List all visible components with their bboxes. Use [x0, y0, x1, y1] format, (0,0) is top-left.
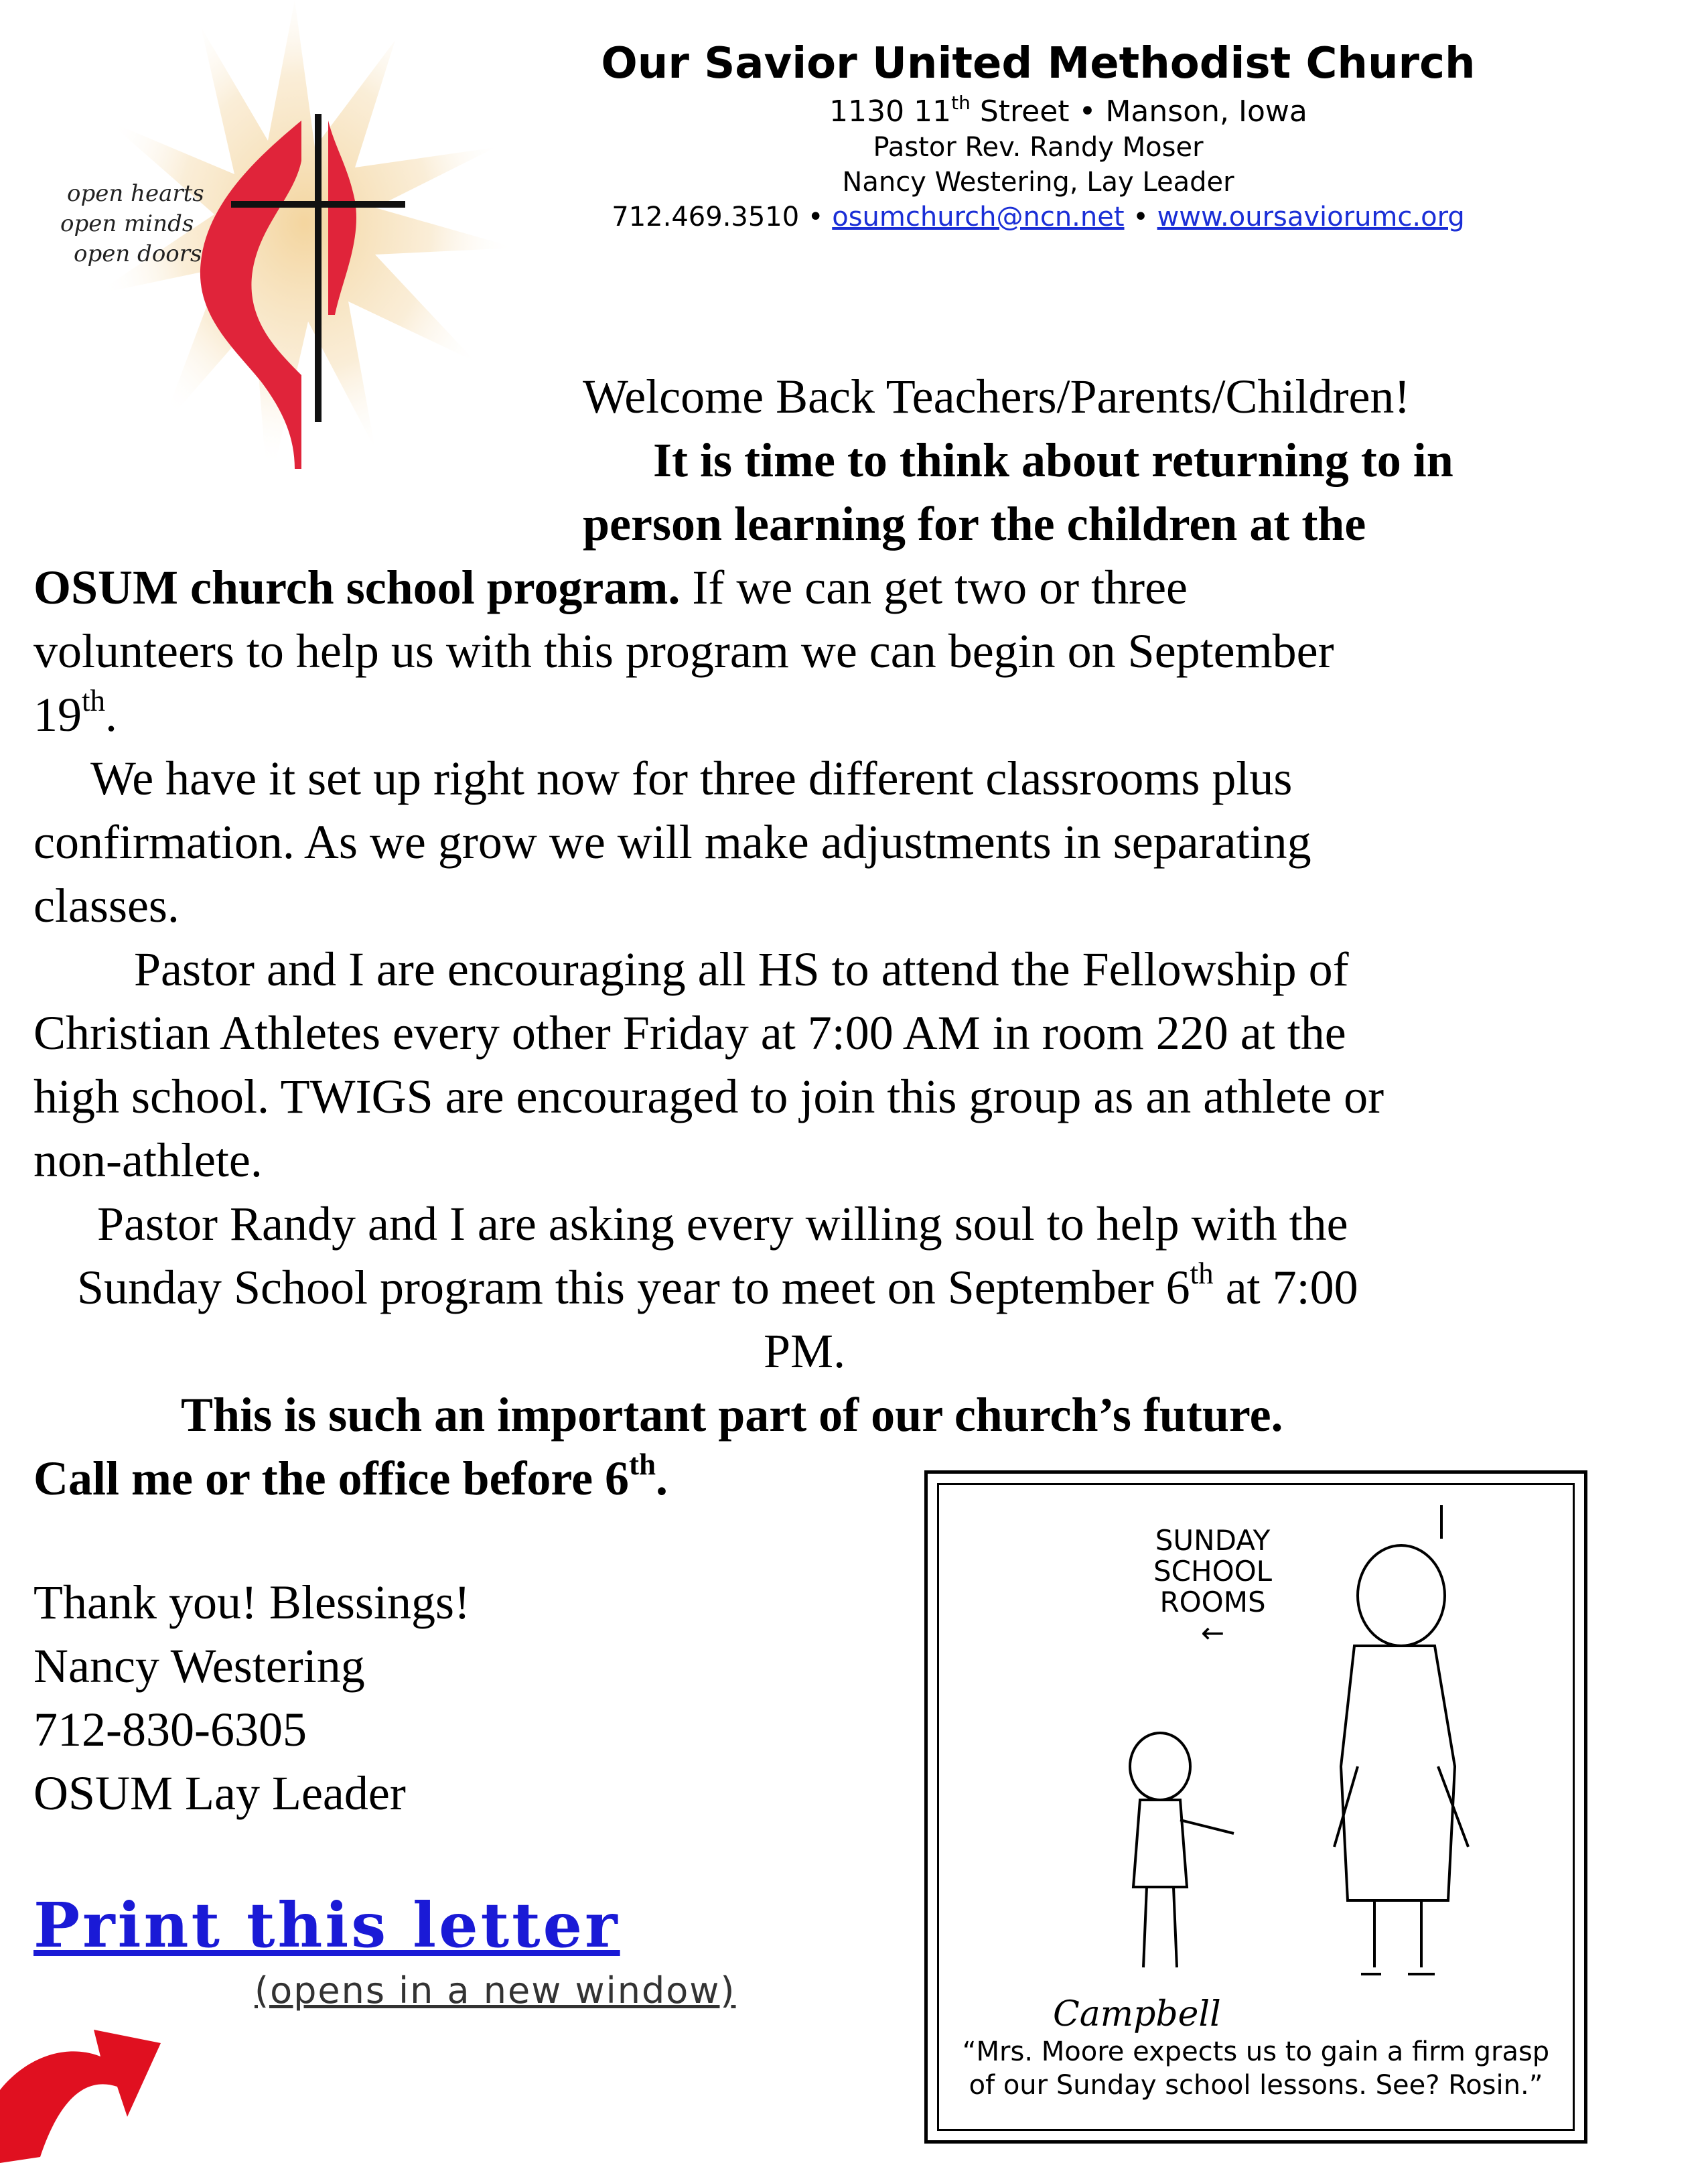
website-link[interactable]: www.oursaviorumc.org	[1157, 202, 1465, 232]
sign-line-1: SUNDAY	[1155, 1524, 1271, 1557]
p2-line-1: We have it set up right now for three different classrooms plus	[90, 752, 1293, 805]
greeting: Welcome Back Teachers/Parents/Children!	[583, 370, 1411, 423]
cross-and-flame-icon	[40, 0, 509, 522]
signer-title: OSUM Lay Leader	[33, 1766, 406, 1820]
church-name: Our Savior United Methodist Church	[601, 39, 1476, 88]
closing: Thank you! Blessings!	[33, 1576, 470, 1629]
caption-line-1: “Mrs. Moore expects us to gain a firm grasp	[962, 2036, 1550, 2067]
signer-phone: 712-830-6305	[33, 1703, 307, 1756]
sign-arrow-icon: ←	[1200, 1616, 1225, 1649]
p1-line-4: volunteers to help us with this program we can begin on September	[33, 624, 1334, 678]
p3-line-2: Christian Athletes every other Friday at 7:00 AM in room 220 at the	[33, 1006, 1346, 1060]
p1-line-5	[33, 683, 117, 747]
logo-tagline-3: open doors	[74, 240, 202, 267]
cartoon-drawing	[939, 1485, 1582, 1994]
caption-line-2: of our Sunday school lessons. See? Rosin.”	[969, 2070, 1543, 2101]
contact-separator: •	[1124, 202, 1157, 232]
church-logo	[40, 0, 509, 522]
church-address	[623, 94, 1514, 130]
sign-line-2: SCHOOL	[1153, 1555, 1273, 1588]
cartoon-inner-frame	[937, 1483, 1575, 2131]
p4-line-3: PM.	[764, 1324, 846, 1378]
cartoon-signature: Campbell	[1053, 1994, 1221, 2034]
p2-line-2: confirmation. As we grow we will make adjustments in separating	[33, 815, 1311, 869]
p5-line-1: This is such an important part of our church’s future.	[181, 1388, 1283, 1442]
p4-line-1: Pastor Randy and I are asking every willing soul to help with the	[97, 1197, 1348, 1251]
p1-rest: If we can get two or three	[680, 561, 1188, 614]
p1-bold-program: OSUM church school program.	[33, 561, 681, 614]
cartoon-panel	[924, 1470, 1587, 2144]
contact-line	[563, 200, 1514, 234]
p1-line-1: It is time to think about returning to in	[653, 433, 1453, 487]
print-note[interactable]: (opens in a new window)	[255, 1969, 736, 2012]
signer-name: Nancy Westering	[33, 1639, 365, 1693]
p1-line-2: person learning for the children at the	[583, 497, 1366, 551]
p3-line-1: Pastor and I are encouraging all HS to attend the Fellowship of	[134, 943, 1349, 996]
address-suffix: th	[951, 92, 971, 114]
p3-line-4: non-athlete.	[33, 1133, 263, 1187]
lay-leader-name: Nancy Westering, Lay Leader	[842, 167, 1234, 198]
p4-meeting: Sunday School program this year to meet on September 6	[77, 1261, 1190, 1314]
address-rest: Street • Manson, Iowa	[970, 94, 1307, 129]
p4-meeting-end: at 7:00	[1213, 1261, 1358, 1314]
red-arrow-icon	[0, 1983, 174, 2163]
sign-line-3: ROOMS	[1159, 1586, 1266, 1618]
p1-line-3	[33, 556, 1188, 620]
cartoon-caption	[939, 2035, 1573, 2102]
logo-tagline-2: open minds	[60, 210, 194, 237]
p5-call-suffix: th	[629, 1448, 656, 1481]
pastor-name: Pastor Rev. Randy Moser	[873, 132, 1204, 163]
p1-date-end: .	[105, 688, 118, 742]
p3-line-3: high school. TWIGS are encouraged to join this group as an athlete or	[33, 1070, 1384, 1123]
print-letter-link[interactable]: Print this letter	[33, 1889, 620, 1961]
p1-date: 19	[33, 688, 82, 742]
address-street-number: 1130 11	[829, 94, 952, 129]
p2-line-3: classes.	[33, 879, 180, 932]
p5-call: Call me or the office before 6	[33, 1452, 630, 1505]
church-phone: 712.469.3510 •	[612, 202, 833, 232]
email-link[interactable]: osumchurch@ncn.net	[832, 202, 1125, 232]
p5-line-2	[33, 1447, 668, 1511]
church-header	[563, 33, 1514, 234]
p4-line-2	[77, 1256, 1358, 1320]
p1-date-suffix: th	[82, 684, 106, 717]
logo-tagline-1: open hearts	[67, 180, 204, 207]
p4-meeting-suffix: th	[1190, 1257, 1214, 1290]
p5-call-end: .	[656, 1452, 668, 1505]
